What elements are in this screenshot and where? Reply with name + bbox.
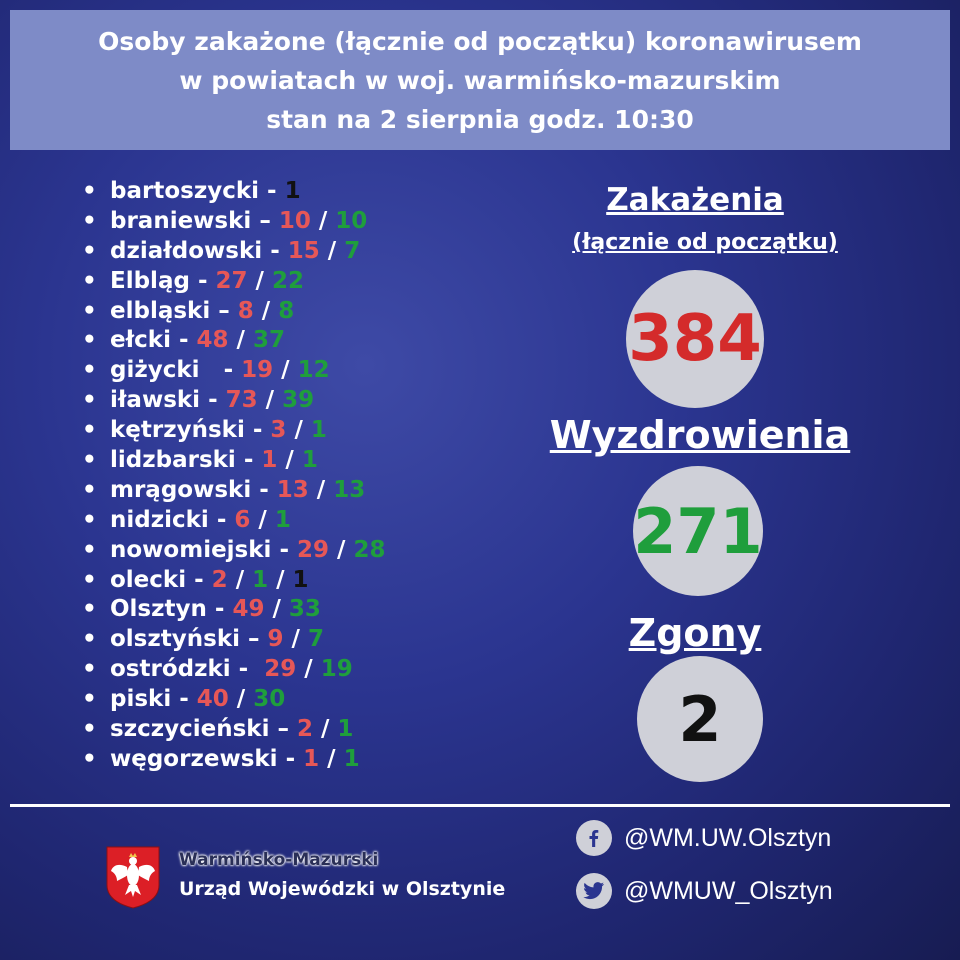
value-separator: / xyxy=(319,237,345,264)
district-count-green: 30 xyxy=(253,686,286,713)
district-separator: - xyxy=(271,536,297,563)
district-name: nidzicki xyxy=(110,506,209,533)
bullet-icon: • xyxy=(82,536,97,563)
district-separator: - xyxy=(244,417,271,444)
value-separator: / xyxy=(250,506,275,533)
value-separator: / xyxy=(268,566,293,593)
district-item xyxy=(82,356,385,386)
district-item xyxy=(82,745,385,775)
district-count-red: 29 xyxy=(297,536,330,563)
district-count-red: 1 xyxy=(261,447,278,474)
district-count-green: 1 xyxy=(343,745,360,772)
district-item xyxy=(82,267,385,297)
footer-divider xyxy=(10,804,950,807)
district-count-red: 49 xyxy=(232,596,265,623)
district-name: olecki xyxy=(110,566,187,593)
value-separator: / xyxy=(308,476,334,503)
value-separator: / xyxy=(329,536,354,563)
district-item xyxy=(82,506,385,536)
district-count-red: 3 xyxy=(270,417,287,444)
twitter-icon xyxy=(576,873,612,909)
bullet-icon: • xyxy=(82,267,97,294)
district-name: elbląski xyxy=(110,297,211,324)
district-separator: - xyxy=(170,327,197,354)
district-item xyxy=(82,536,385,566)
district-name: piski xyxy=(110,686,172,713)
district-item xyxy=(82,386,385,416)
district-name: lidzbarski xyxy=(110,447,236,474)
district-name: szczycieński xyxy=(110,716,270,743)
deaths-title: Zgony xyxy=(628,611,762,655)
district-name: braniewski xyxy=(110,207,252,234)
district-item xyxy=(82,207,385,237)
district-separator: – xyxy=(269,716,297,743)
bullet-icon: • xyxy=(82,178,97,204)
office-name-line-2: Urząd Wojewódzki w Olsztynie xyxy=(179,878,506,900)
district-count-green: 28 xyxy=(353,536,386,563)
district-item xyxy=(82,625,385,655)
district-name: iławski xyxy=(110,387,201,414)
polish-eagle-emblem-icon xyxy=(105,845,161,909)
value-separator: / xyxy=(247,267,272,294)
bullet-icon: • xyxy=(82,447,97,474)
deaths-circle xyxy=(637,656,763,782)
district-count-red: 6 xyxy=(234,506,251,533)
district-name: nowomiejski xyxy=(110,536,272,563)
value-separator: / xyxy=(273,357,298,384)
value-separator: / xyxy=(296,656,321,683)
district-item xyxy=(82,237,385,267)
bullet-icon: • xyxy=(82,686,97,713)
district-name: giżycki xyxy=(110,357,200,384)
district-name: kętrzyński xyxy=(110,417,245,444)
district-count-red: 1 xyxy=(303,745,320,772)
twitter-handle: @WMUW_Olsztyn xyxy=(624,876,833,905)
infections-subtitle: (łącznie od początku) xyxy=(572,230,838,255)
bullet-icon: • xyxy=(82,566,97,593)
district-count-green: 37 xyxy=(252,327,285,354)
district-separator: - xyxy=(251,476,277,503)
district-separator: - xyxy=(230,656,265,683)
value-separator: / xyxy=(257,387,283,414)
value-separator: / xyxy=(319,745,344,772)
bullet-icon: • xyxy=(82,357,97,384)
bullet-icon: • xyxy=(82,656,97,683)
district-separator: - xyxy=(208,506,235,533)
office-name-line-1: Warmińsko-Mazurski xyxy=(179,850,379,870)
infections-circle xyxy=(626,270,764,408)
header-line-1: Osoby zakażone (łącznie od początku) koronawirusem xyxy=(98,26,862,56)
district-item xyxy=(82,685,385,715)
value-separator: / xyxy=(228,327,253,354)
district-name: węgorzewski xyxy=(110,745,278,772)
district-count-red: 8 xyxy=(237,297,254,324)
district-count-green: 7 xyxy=(344,237,361,264)
district-separator: - xyxy=(235,447,262,474)
district-item xyxy=(82,416,385,446)
district-name: działdowski xyxy=(110,237,263,264)
district-item xyxy=(82,446,385,476)
district-count-green: 10 xyxy=(335,207,368,234)
bullet-icon: • xyxy=(82,506,97,533)
deaths-value: 2 xyxy=(678,682,722,756)
facebook-handle: @WM.UW.Olsztyn xyxy=(624,823,832,852)
bullet-icon: • xyxy=(82,716,97,743)
infections-value: 384 xyxy=(628,302,762,376)
district-separator: - xyxy=(206,596,233,623)
twitter-link[interactable] xyxy=(576,873,833,909)
district-name: mrągowski xyxy=(110,476,252,503)
recoveries-value: 271 xyxy=(633,494,763,568)
district-count-black: 1 xyxy=(292,566,309,593)
district-count-red: 10 xyxy=(278,207,311,234)
district-separator: - xyxy=(200,387,226,414)
bullet-icon: • xyxy=(82,626,97,653)
district-separator: – xyxy=(210,297,238,324)
district-count-red: 29 xyxy=(264,656,297,683)
district-count-red: 27 xyxy=(215,267,248,294)
bullet-icon: • xyxy=(82,207,97,234)
district-item xyxy=(82,326,385,356)
district-count-green: 1 xyxy=(310,417,327,444)
district-separator: - xyxy=(199,357,242,384)
district-count-red: 15 xyxy=(287,237,320,264)
district-count-green: 33 xyxy=(288,596,321,623)
district-count-green: 1 xyxy=(301,447,318,474)
district-name: ostródzki xyxy=(110,656,231,683)
header-line-3: stan na 2 sierpnia godz. 10:30 xyxy=(266,104,694,134)
bullet-icon: • xyxy=(82,327,97,354)
district-count-green: 7 xyxy=(307,626,324,653)
district-separator: - xyxy=(186,566,212,593)
facebook-icon xyxy=(576,820,612,856)
bullet-icon: • xyxy=(82,387,97,414)
district-separator: - xyxy=(262,237,288,264)
district-separator: - xyxy=(171,686,197,713)
value-separator: / xyxy=(310,207,336,234)
district-item xyxy=(82,595,385,625)
value-separator: / xyxy=(277,447,302,474)
district-name: Olsztyn xyxy=(110,596,207,623)
bullet-icon: • xyxy=(82,596,97,623)
facebook-link[interactable] xyxy=(576,820,831,856)
district-count-red: 73 xyxy=(225,387,258,414)
bullet-icon: • xyxy=(82,417,97,444)
bullet-icon: • xyxy=(82,297,97,324)
district-separator: - xyxy=(259,178,285,204)
district-item xyxy=(82,297,385,327)
district-count-green: 1 xyxy=(337,716,354,743)
district-separator: – xyxy=(251,207,279,234)
district-count-red: 19 xyxy=(241,357,274,384)
district-separator: - xyxy=(277,745,304,772)
district-separator: - xyxy=(189,267,216,294)
district-count-green: 1 xyxy=(252,566,269,593)
district-name: bartoszycki xyxy=(110,178,260,204)
district-count-green: 8 xyxy=(278,297,295,324)
district-count-green: 13 xyxy=(333,476,366,503)
header-banner xyxy=(10,10,950,150)
infections-title: Zakażenia xyxy=(606,182,784,218)
value-separator: / xyxy=(264,596,289,623)
district-separator: – xyxy=(240,626,268,653)
district-list xyxy=(82,177,385,775)
district-item xyxy=(82,476,385,506)
bullet-icon: • xyxy=(82,745,97,772)
district-count-red: 9 xyxy=(267,626,284,653)
district-count-red: 13 xyxy=(276,476,309,503)
recoveries-title: Wyzdrowienia xyxy=(549,413,851,457)
district-name: olsztyński xyxy=(110,626,240,653)
district-name: Elbląg xyxy=(110,267,190,294)
district-count-red: 2 xyxy=(211,566,228,593)
district-item xyxy=(82,177,385,207)
bullet-icon: • xyxy=(82,237,97,264)
value-separator: / xyxy=(312,716,338,743)
bullet-icon: • xyxy=(82,476,97,503)
recoveries-circle xyxy=(633,466,763,596)
district-count-red: 40 xyxy=(196,686,229,713)
value-separator: / xyxy=(227,566,253,593)
district-count-black: 1 xyxy=(284,178,301,204)
district-item xyxy=(82,566,385,596)
district-count-green: 19 xyxy=(320,656,353,683)
district-name: ełcki xyxy=(110,327,171,354)
header-line-2: w powiatach w woj. warmińsko-mazurskim xyxy=(179,65,781,95)
district-count-green: 12 xyxy=(297,357,330,384)
value-separator: / xyxy=(286,417,311,444)
district-count-green: 1 xyxy=(274,506,291,533)
district-count-green: 22 xyxy=(271,267,304,294)
district-count-red: 48 xyxy=(196,327,229,354)
value-separator: / xyxy=(283,626,308,653)
district-count-green: 39 xyxy=(282,387,315,414)
value-separator: / xyxy=(253,297,279,324)
value-separator: / xyxy=(228,686,254,713)
district-item xyxy=(82,715,385,745)
district-count-red: 2 xyxy=(296,716,313,743)
district-item xyxy=(82,655,385,685)
